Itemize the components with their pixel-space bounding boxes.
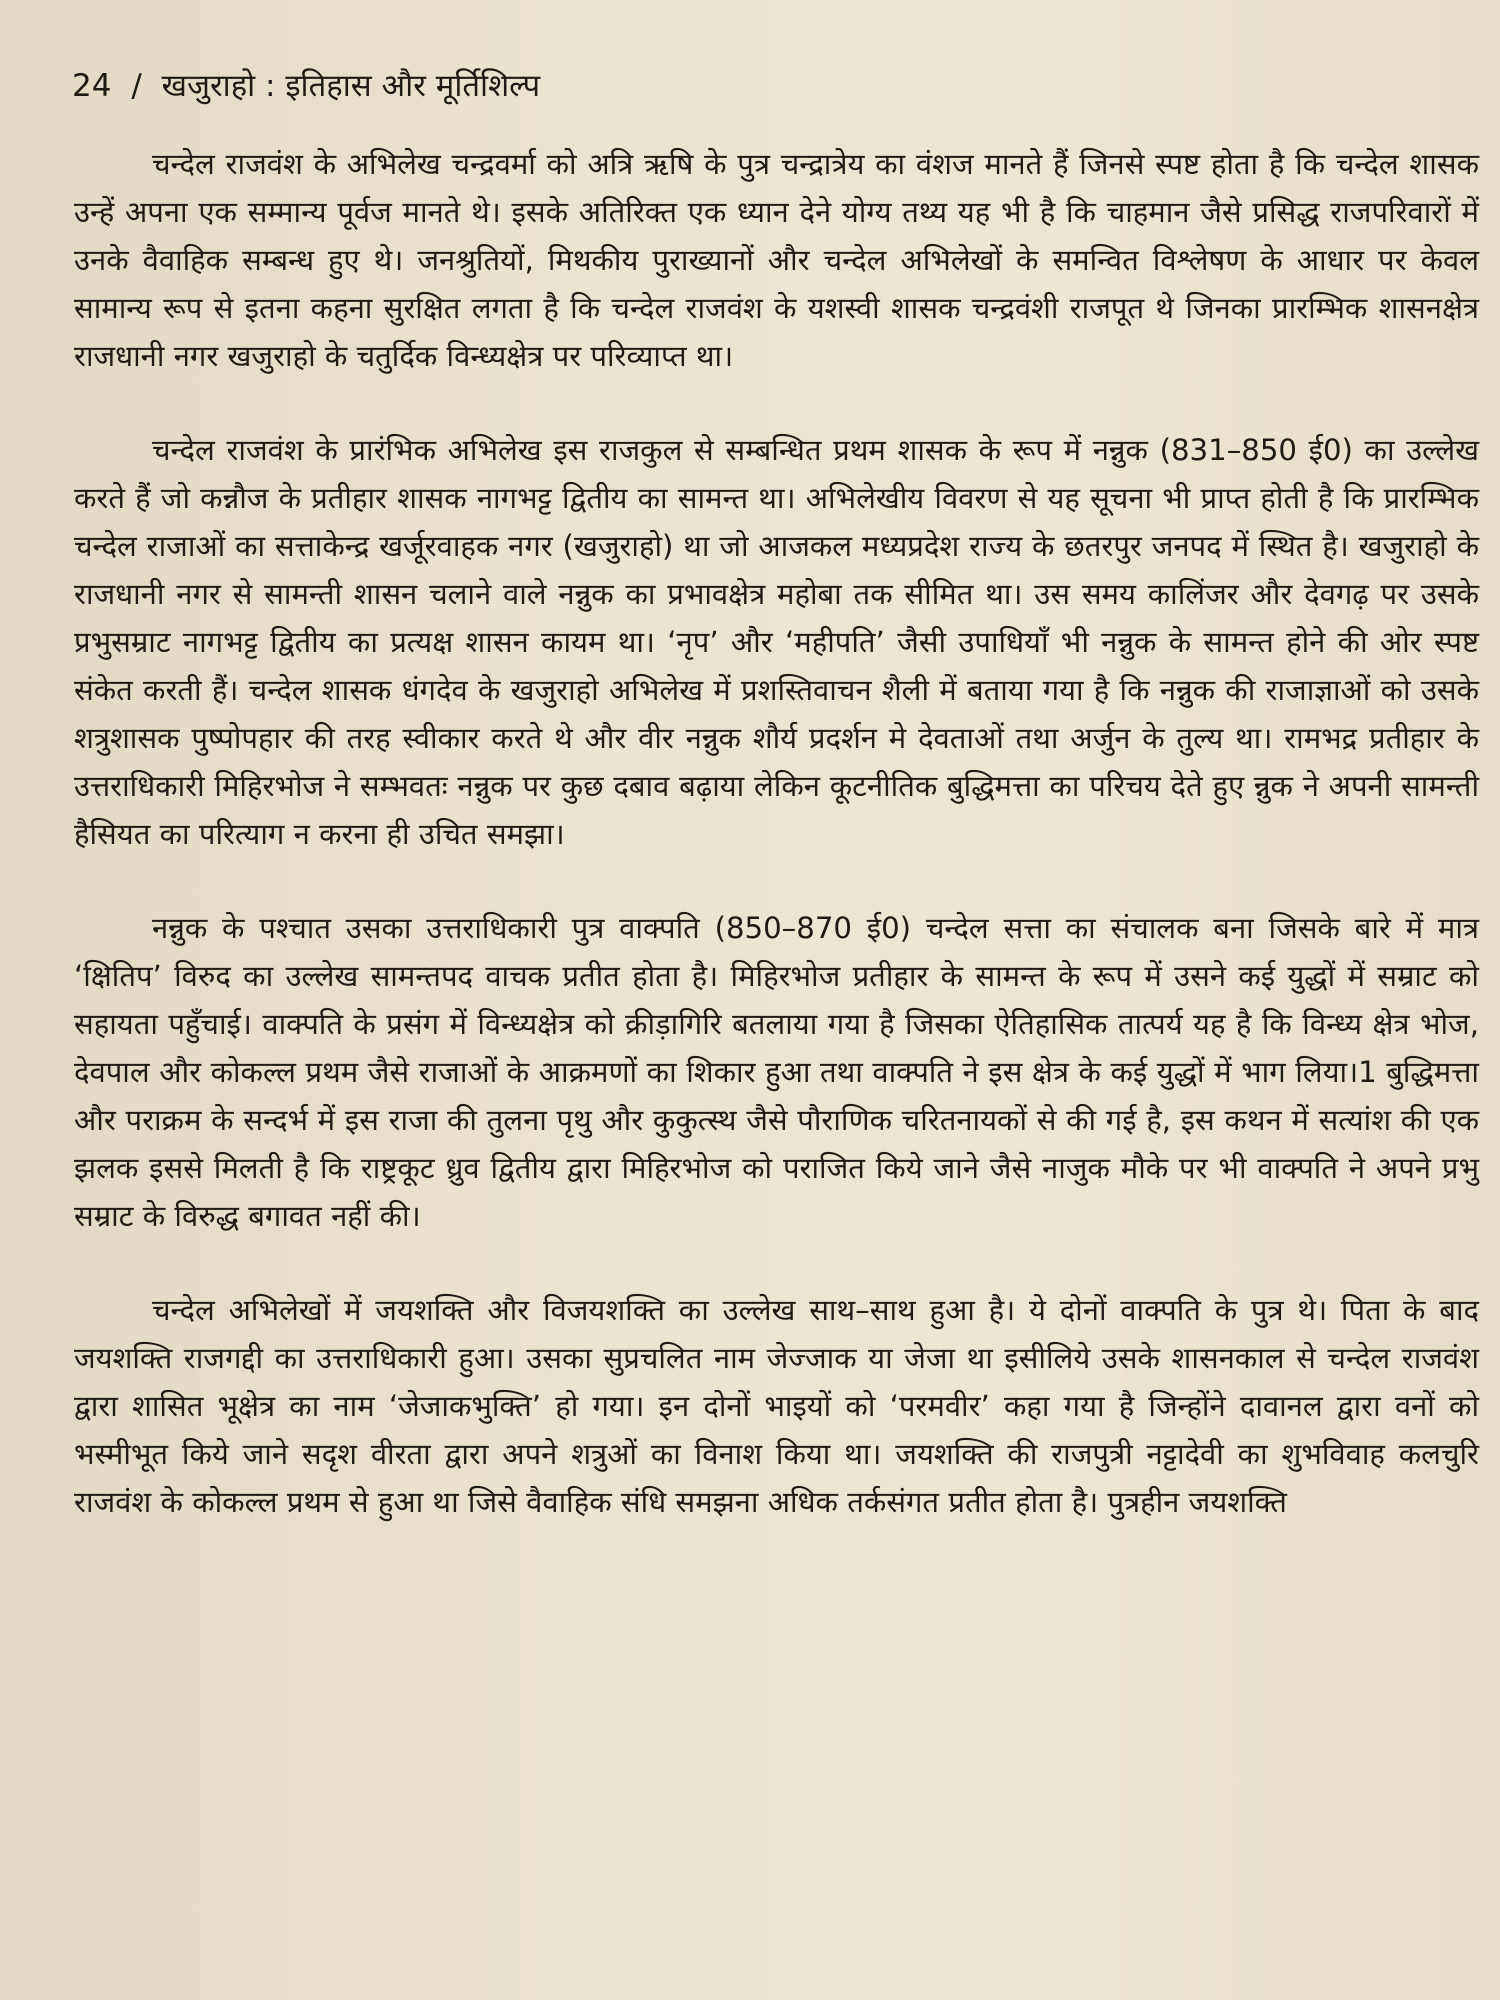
paragraph-3: नन्नुक के पश्चात उसका उत्तराधिकारी पुत्र वाक्पति (850–870 ई0) चन्देल सत्ता का संचालक बना जिसके बारे में मात्र ‘क्षितिप’ विरुद का उल्लेख सामन्तपद वाचक प्रतीत होता है। मिहिरभोज प्रतीहार के सामन्त के रूप में उसने कई युद्धों में सम्राट को सहायता पहुँचाई। वाक्पति के प्रसंग में विन्ध्यक्षेत्र को क्रीड़ागिरि बतलाया गया है जिसका ऐतिहासिक तात्पर्य यह है कि विन्ध्य क्षेत्र भोज, देवपाल और कोकल्ल प्रथम जैसे राजाओं के आक्रमणों का शिकार हुआ तथा वाक्पति ने इस क्षेत्र के कई युद्धों में भाग लिया।1 बुद्धिमत्ता और पराक्रम के सन्दर्भ में इस राजा की तुलना पृथु और कुकुत्स्थ जैसे पौराणिक चरितनायकों से की गई है, इस कथन में सत्यांश की एक झलक इससे मिलती है कि राष्ट्रकूट ध्रुव द्वितीय द्वारा मिहिरभोज को पराजित किये जाने जैसे नाजुक मौके पर भी वाक्पति ने अपने प्रभु सम्राट के विरुद्ध बगावत नहीं की। [74,911,1479,1233]
paragraph-4: चन्देल अभिलेखों में जयशक्ति और विजयशक्ति का उल्लेख साथ–साथ हुआ है। ये दोनों वाक्पति के पुत्र थे। पिता के बाद जयशक्ति राजगद्दी का उत्तराधिकारी हुआ। उसका सुप्रचलित नाम जेज्जाक या जेजा था इसीलिये उसके शासनकाल से चन्देल राजवंश द्वारा शासित भूक्षेत्र का नाम ‘जेजाकभुक्ति’ हो गया। इन दोनों भाइयों को ‘परमवीर’ कहा गया है जिन्होंने दावानल द्वारा वनों को भस्मीभूत किये जाने सदृश वीरता द्वारा अपने शत्रुओं का विनाश किया था। जयशक्ति की राजपुत्री नट्टादेवी का शुभविवाह कलचुरि राजवंश के कोकल्ल प्रथम से हुआ था जिसे वैवाहिक संधि समझना अधिक तर्कसंगत प्रतीत होता है। पुत्रहीन जयशक्ति [74,1293,1479,1519]
header-separator: / [131,68,142,104]
page-number: 24 [72,68,112,104]
running-header [72,64,540,108]
paragraph-1: चन्देल राजवंश के अभिलेख चन्द्रवर्मा को अत्रि ऋषि के पुत्र चन्द्रात्रेय का वंशज मानते हैं जिनसे स्पष्ट होता है कि चन्देल शासक उन्हें अपना एक सम्मान्य पूर्वज मानते थे। इसके अतिरिक्त एक ध्यान देने योग्य तथ्य यह भी है कि चाहमान जैसे प्रसिद्ध राजपरिवारों में उनके वैवाहिक सम्बन्ध हुए थे। जनश्रुतियों, मिथकीय पुराख्यानों और चन्देल अभिलेखों के समन्वित विश्लेषण के आधार पर केवल सामान्य रूप से इतना कहना सुरक्षित लगता है कि चन्देल राजवंश के यशस्वी शासक चन्द्रवंशी राजपूत थे जिनका प्रारम्भिक शासनक्षेत्र राजधानी नगर खजुराहो के चतुर्दिक विन्ध्यक्षेत्र पर परिव्याप्त था। [74,147,1479,373]
book-title: खजुराहो : इतिहास और मूर्तिशिल्प [161,68,541,104]
paragraph-2: चन्देल राजवंश के प्रारंभिक अभिलेख इस राजकुल से सम्बन्धित प्रथम शासक के रूप में नन्नुक (831–850 ई0) का उल्लेख करते हैं जो कन्नौज के प्रतीहार शासक नागभट्ट द्वितीय का सामन्त था। अभिलेखीय विवरण से यह सूचना भी प्राप्त होती है कि प्रारम्भिक चन्देल राजाओं का सत्ताकेन्द्र खर्जूरवाहक नगर (खजुराहो) था जो आजकल मध्यप्रदेश राज्य के छतरपुर जनपद में स्थित है। खजुराहो के राजधानी नगर से सामन्ती शासन चलाने वाले नन्नुक का प्रभावक्षेत्र महोबा तक सीमित था। उस समय कालिंजर और देवगढ़ पर उसके प्रभुसम्राट नागभट्ट द्वितीय का प्रत्यक्ष शासन कायम था। ‘नृप’ और ‘महीपति’ जैसी उपाधियाँ भी नन्नुक के सामन्त होने की ओर स्पष्ट संकेत करती हैं। चन्देल शासक धंगदेव के खजुराहो अभिलेख में प्रशस्तिवाचन शैली में बताया गया है कि नन्नुक की राजाज्ञाओं को उसके शत्रुशासक पुष्पोपहार की तरह स्वीकार करते थे और वीर नन्नुक शौर्य प्रदर्शन मे देवताओं तथा अर्जुन के तुल्य था। रामभद्र प्रतीहार के उत्तराधिकारी मिहिरभोज ने सम्भवतः नन्नुक पर कुछ दबाव बढ़ाया लेकिन कूटनीतिक बुद्धिमत्ता का परिचय देते हुए न्नुक ने अपनी सामन्ती हैसियत का परित्याग न करना ही उचित समझा। [74,433,1479,851]
body-text [74,140,1479,1526]
